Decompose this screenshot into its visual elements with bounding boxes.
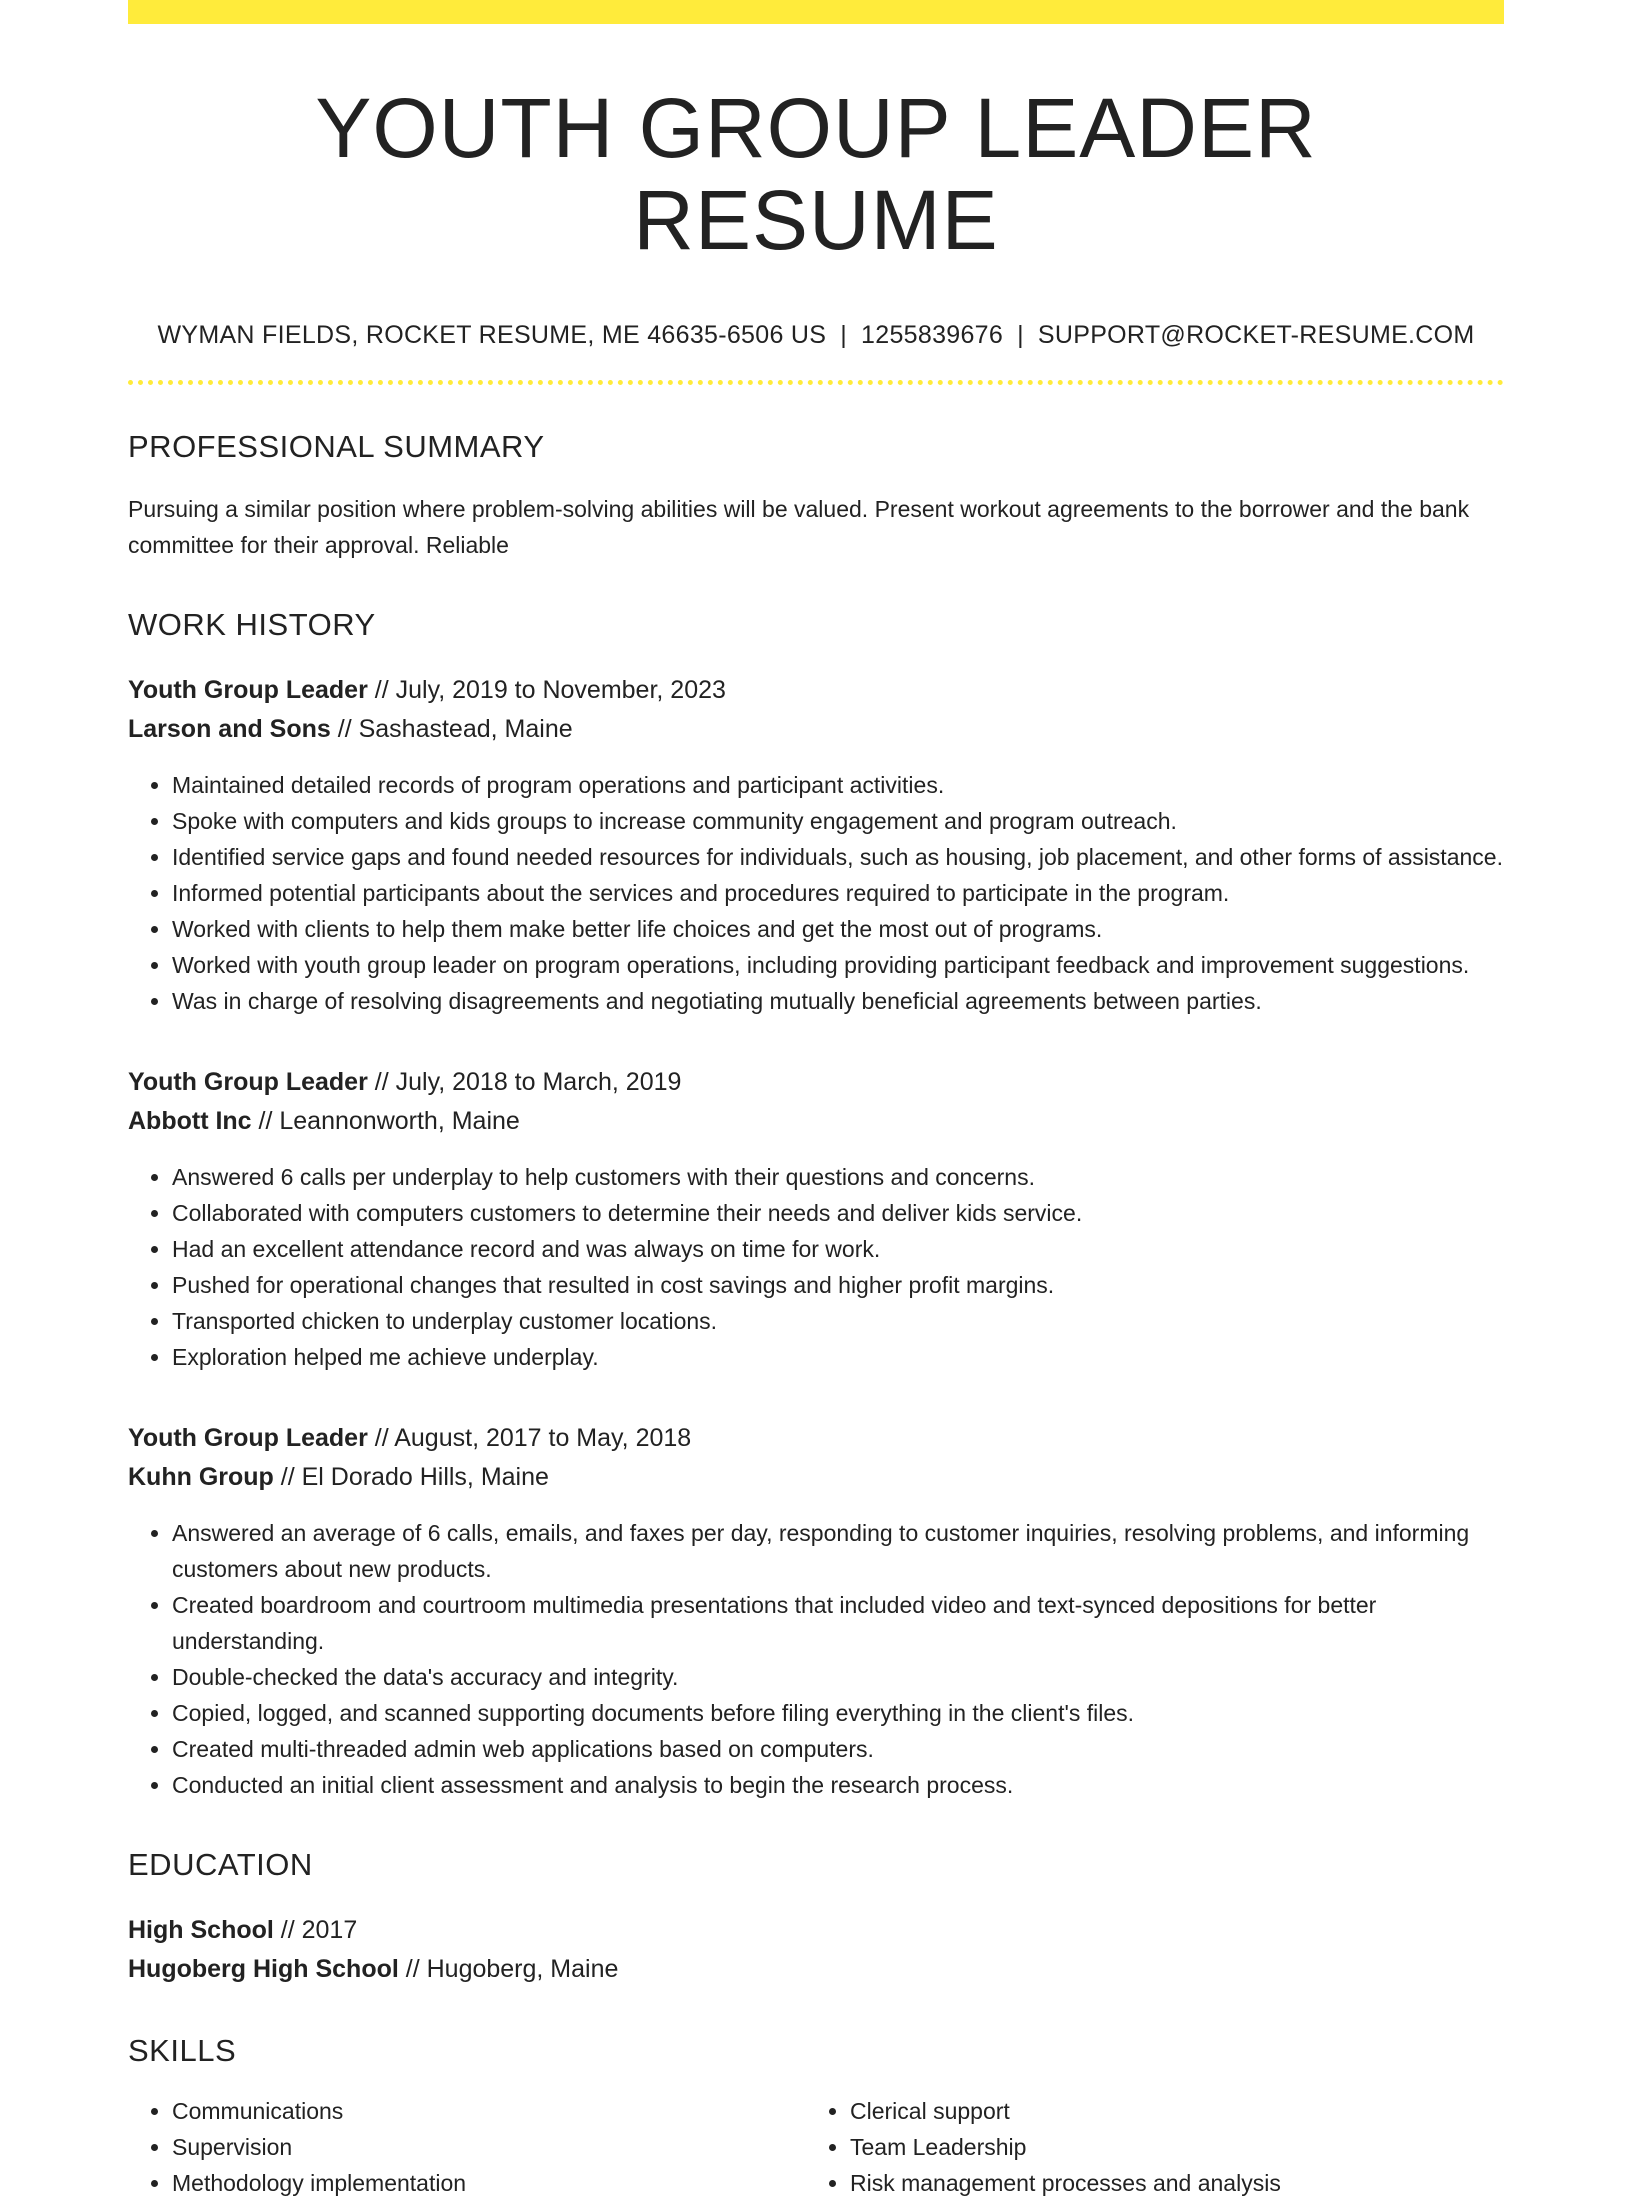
job-title-line — [128, 1419, 1504, 1458]
bullet-item: • Created boardroom and courtroom multimedia presentations that included video and text-synced depositions for better understanding. — [172, 1587, 1504, 1659]
job-company-line — [128, 710, 1504, 749]
bullet-item: • Worked with clients to help them make better life choices and get the most out of programs. — [172, 911, 1504, 947]
bullet-item: • Answered an average of 6 calls, emails, and faxes per day, responding to customer inquiries, resolving problems, and informing customers about new products. — [172, 1515, 1504, 1587]
summary-heading: PROFESSIONAL SUMMARY — [128, 428, 545, 464]
dotted-divider — [128, 380, 1504, 385]
job-location: // Leannonworth, Maine — [251, 1106, 520, 1135]
job-title: Youth Group Leader — [128, 1423, 368, 1452]
bullet-item: • Worked with youth group leader on program operations, including providing participant feedback and improvement suggestions. — [172, 947, 1504, 983]
bullet-item: • Informed potential participants about the services and procedures required to participate in the program. — [172, 875, 1504, 911]
job-company: Larson and Sons — [128, 714, 331, 743]
skills-right-list — [806, 2093, 1484, 2201]
job-bullets — [128, 767, 1504, 1019]
bullet-item: • Maintained detailed records of program operations and participant activities. — [172, 767, 1504, 803]
job-entry — [128, 671, 1504, 1019]
top-accent-bar — [128, 0, 1504, 24]
bullet-item: • Collaborated with computers customers to determine their needs and deliver kids service. — [172, 1195, 1504, 1231]
contact-separator: | — [840, 320, 848, 349]
job-entry — [128, 1063, 1504, 1375]
education-school-line — [128, 1950, 1504, 1989]
education-degree-line — [128, 1911, 1504, 1950]
skills-left-list — [128, 2093, 806, 2201]
bullet-item: • Conducted an initial client assessment and analysis to begin the research process. — [172, 1767, 1504, 1803]
contact-address: WYMAN FIELDS, ROCKET RESUME, ME 46635-6506 US — [157, 320, 827, 349]
contact-phone: 1255839676 — [861, 320, 1004, 349]
resume-page — [128, 0, 1504, 2201]
bullet-item: • Identified service gaps and found needed resources for individuals, such as housing, job placement, and other forms of assistance. — [172, 839, 1504, 875]
bullet-item: • Exploration helped me achieve underplay. — [172, 1339, 1504, 1375]
job-title: Youth Group Leader — [128, 1067, 368, 1096]
job-title-line — [128, 671, 1504, 710]
education-year: // 2017 — [273, 1915, 358, 1944]
resume-title: YOUTH GROUP LEADER RESUME — [315, 81, 1317, 268]
bullet-item: • Double-checked the data's accuracy and integrity. — [172, 1659, 1504, 1695]
contact-separator: | — [1017, 320, 1024, 349]
skill-item: • Supervision — [172, 2129, 806, 2165]
job-location: // El Dorado Hills, Maine — [273, 1462, 549, 1491]
job-dates: // August, 2017 to May, 2018 — [367, 1423, 692, 1452]
job-company: Abbott Inc — [128, 1106, 252, 1135]
skill-item: • Risk management processes and analysis — [850, 2165, 1484, 2201]
bullet-item: • Was in charge of resolving disagreements and negotiating mutually beneficial agreements between parties. — [172, 983, 1504, 1019]
education-school: Hugoberg High School — [128, 1954, 399, 1983]
skills-columns — [128, 2093, 1504, 2201]
job-entry — [128, 1419, 1504, 1803]
skills-heading: SKILLS — [128, 2032, 237, 2068]
skill-item: • Team Leadership — [850, 2129, 1484, 2165]
job-dates: // July, 2018 to March, 2019 — [367, 1067, 682, 1096]
skill-item: • Methodology implementation — [172, 2165, 806, 2201]
bullet-item: • Pushed for operational changes that resulted in cost savings and higher profit margins. — [172, 1267, 1504, 1303]
bullet-item: • Copied, logged, and scanned supporting documents before filing everything in the client's files. — [172, 1695, 1504, 1731]
job-company-line — [128, 1458, 1504, 1497]
bullet-item: • Had an excellent attendance record and was always on time for work. — [172, 1231, 1504, 1267]
contact-email: SUPPORT@ROCKET-RESUME.COM — [1037, 320, 1475, 349]
education-entry — [128, 1911, 1504, 1989]
skill-item: • Clerical support — [850, 2093, 1484, 2129]
education-heading: EDUCATION — [128, 1846, 313, 1882]
job-dates: // July, 2019 to November, 2023 — [367, 675, 726, 704]
job-bullets — [128, 1515, 1504, 1803]
job-title-line — [128, 1063, 1504, 1102]
work-history-heading: WORK HISTORY — [128, 606, 376, 642]
bullet-item: • Spoke with computers and kids groups to increase community engagement and program outreach. — [172, 803, 1504, 839]
summary-text: Pursuing a similar position where problem-solving abilities will be valued. Present workout agreements to the borrower and the bank committee for their approval. Reliable — [128, 495, 1470, 558]
education-location: // Hugoberg, Maine — [398, 1954, 619, 1983]
education-degree: High School — [128, 1915, 274, 1944]
job-location: // Sashastead, Maine — [330, 714, 573, 743]
job-bullets — [128, 1159, 1504, 1375]
bullet-item: • Created multi-threaded admin web applications based on computers. — [172, 1731, 1504, 1767]
job-company-line — [128, 1102, 1504, 1141]
skill-item: • Communications — [172, 2093, 806, 2129]
job-company: Kuhn Group — [128, 1462, 274, 1491]
bullet-item: • Transported chicken to underplay customer locations. — [172, 1303, 1504, 1339]
bullet-item: • Answered 6 calls per underplay to help customers with their questions and concerns. — [172, 1159, 1504, 1195]
job-title: Youth Group Leader — [128, 675, 368, 704]
contact-line — [128, 321, 1504, 350]
